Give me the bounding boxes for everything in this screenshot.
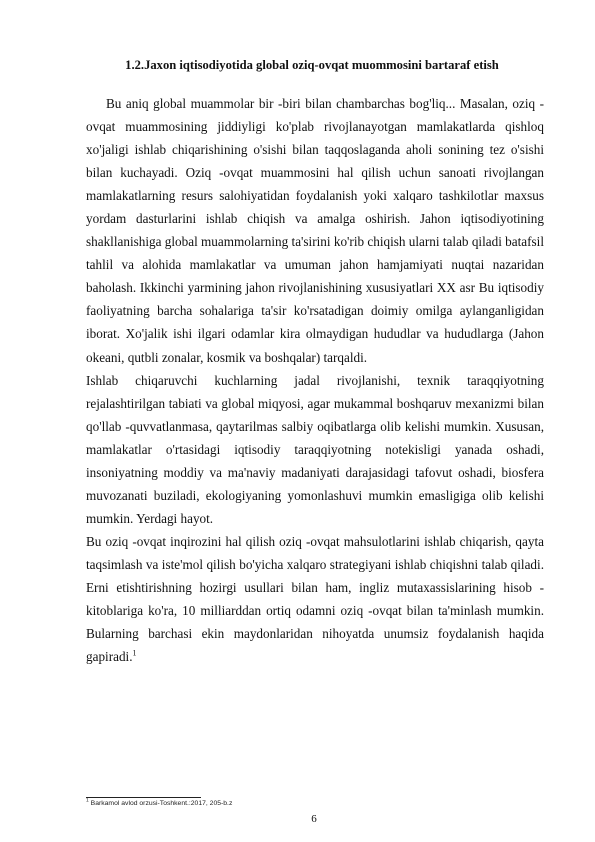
footnote-reference: 1 [132,648,137,658]
paragraph-2 [86,369,544,530]
paragraph-3-text: Bu oziq -ovqat inqirozini hal qilish oziq -ovqat mahsulotlarini ishlab chiqarish, qayta taqsimlash va iste'mol qilish bo'yicha xalqaro strategiyani ishlab chiqishni talab qiladi. Erni etishtirishning hozirgi usullari bilan ham, ingliz mutaxassislarining hisob -kitoblariga ko'ra, 10 milliarddan ortiq odamni oziq -ovqat bilan ta'minlash mumkin. Bularning barchasi ekin maydonlaridan nihoyatda unumsiz foydalanish haqida gapiradi. [86,533,544,665]
page-number: 6 [311,813,317,825]
section-heading: 1.2.Jaxon iqtisodiyotida global oziq-ovqat muommosini bartaraf etish [125,58,499,72]
body-text [86,92,544,668]
paragraph-2-text: Ishlab chiqaruvchi kuchlarning jadal rivojlanishi, texnik taraqqiyotning rejalashtirilgan tabiati va global miqyosi, agar mukammal boshqaruv mexanizmi bilan qo'llab -quvvatlanmasa, qaytarilmas salbiy oqibatlarga olib kelishi mumkin. Xususan, mamlakatlar o'rtasidagi iqtisodiy taraqqiyotning notekisligi yanada oshadi, insoniyatning moddiy va ma'naviy madaniyati darajasidagi tafovut oshadi, biosfera muvozanati buziladi, ekologiyaning yomonlashuvi mumkin emasligiga olib kelishi mumkin. Yerdagi hayot. [86,372,544,526]
paragraph-1 [86,92,544,369]
paragraph-3 [86,530,544,668]
footnote [86,799,386,809]
paragraph-1-text: Bu aniq global muammolar bir -biri bilan chambarchas bog'liq... Masalan, oziq -ovqat muammosining jiddiyligi ko'plab rivojlanayotgan mamlakatlarda qishloq xo'jaligi ishlab chiqarishining o'sishi bilan taqqoslaganda aholi sonining tez o'sishi bilan kuchayadi. Oziq -ovqat muammosini hal qilish uchun sanoati rivojlangan mamlakatlarning resurs salohiyatidan foydalanish yoki xalqaro tashkilotlar maxsus yordam dasturlarini ishlab chiqish va amalga oshirish. Jahon iqtisodiyotining shakllanishiga global muammolarning ta'sirini ko'rib chiqish ularni talab qiladi batafsil tahlil va alohida mamlakatlar va umuman jahon hamjamiyati nuqtai nazaridan baholash. Ikkinchi yarmining jahon rivojlanishining xususiyatlari XX asr Bu iqtisodiy faoliyatning barcha sohalariga ta'sir ko'rsatadigan doimiy omilga aylanganligidan iborat. Xo'jalik ishi ilgari odamlar kira olmaydigan hududlar va hududlarga (Jahon okeani, qutbli zonalar, kosmik va boshqalar) tarqaldi. [86,96,544,365]
footnote-text: Barkamol avlod orzusi-Toshkent.:2017, 205-b.z [90,800,233,807]
footnote-separator [86,797,201,798]
footnote-marker: 1 [86,797,89,804]
